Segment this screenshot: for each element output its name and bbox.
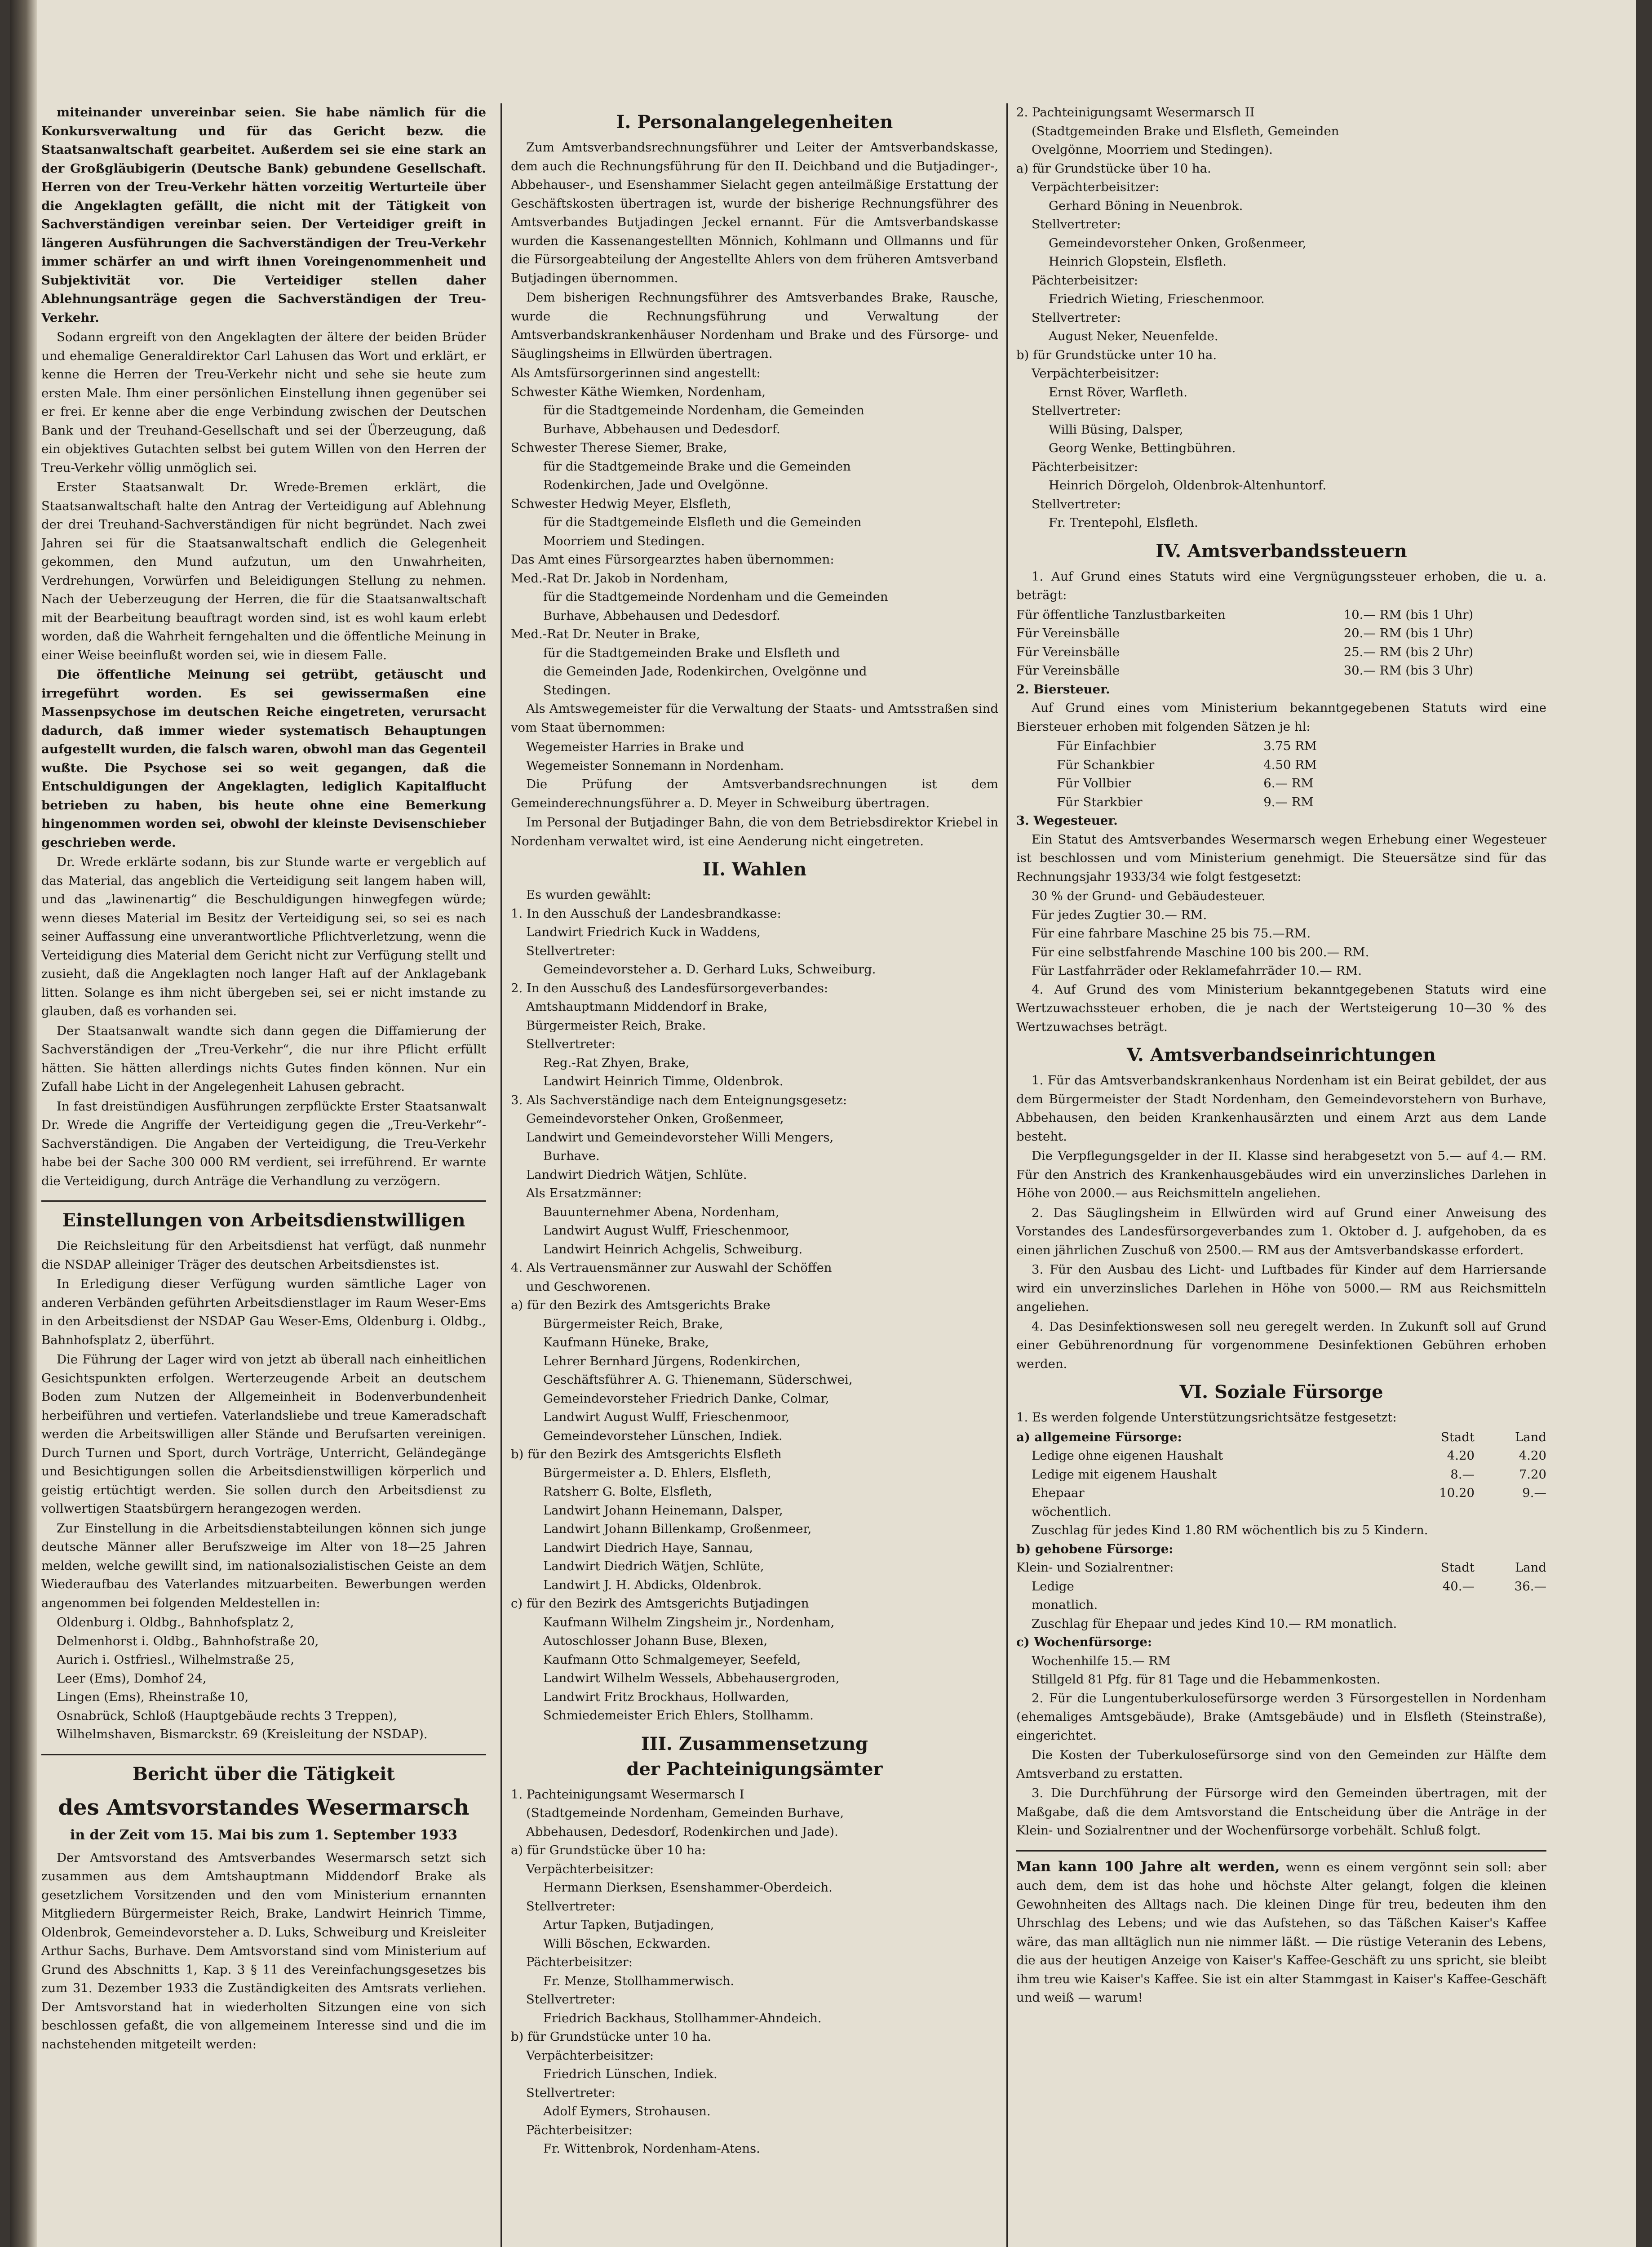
- beer-tax-row-value: 4.50 RM: [1263, 757, 1317, 772]
- rate-row-b-label: Ledige: [1032, 1579, 1074, 1594]
- tax-row-value: 20.— RM (bis 1 Uhr): [1343, 626, 1474, 640]
- list-item: a) für Grundstücke über 10 ha.: [1016, 161, 1211, 176]
- article-paragraph: 3. Die Durchführung der Fürsorge wird den Gemeinden übertragen, mit der Maßgabe, daß die dem Amtsvorstand die Entscheidung über die Anträge in der Klein- und Sozialrentner und der Wochenfürsorge vorbehält. Schluß folgt.: [1016, 1786, 1546, 1838]
- list-item: Zuschlag für Ehepaar und jedes Kind 10.— RM monatlich.: [1032, 1616, 1397, 1631]
- wochenfuersorge-list: [1016, 1652, 1546, 1689]
- list-item: Stillgeld 81 Pfg. für 81 Tage und die Hebammenkosten.: [1032, 1672, 1381, 1687]
- personal-paragraphs: [511, 138, 998, 363]
- list-item: 1. In den Ausschuß der Landesbrandkasse:: [511, 906, 781, 921]
- kaiser-kaffee-notice: [1016, 1858, 1546, 2007]
- list-item: b) für Grundstücke unter 10 ha.: [1016, 347, 1217, 362]
- list-item: Bürgermeister a. D. Ehlers, Elsfleth,: [543, 1465, 771, 1480]
- list-item: Schwester Hedwig Meyer, Elsfleth,: [511, 496, 731, 511]
- tax-row-value: 25.— RM (bis 2 Uhr): [1343, 644, 1474, 659]
- wegesteuer-list: [1016, 887, 1546, 981]
- allgemeine-fuersorge-heading: a) allgemeine Fürsorge:: [1016, 1430, 1182, 1444]
- vergnuegungssteuer-intro: 1. Auf Grund eines Statuts wird eine Vergnügungssteuer erhoben, die u. a. beträgt:: [1016, 569, 1546, 602]
- list-item: Georg Wenke, Bettingbühren.: [1049, 441, 1236, 455]
- wegemeister-paragraph: Als Amtswegemeister für die Verwaltung der Staats- und Amtsstraßen sind vom Staat übernommen:: [511, 702, 998, 735]
- article-paragraph: Im Personal der Butjadinger Bahn, die von dem Betriebsdirektor Kriebel in Nordenham verwaltet wird, ist eine Aenderung nicht eingetreten.: [511, 815, 998, 848]
- article-paragraph: In fast dreistündigen Ausführungen zerpflückte Erster Staatsanwalt Dr. Wrede die Angriffe der Verteidigung gegen die „Treu-Verkehr“-Sachverständigen. Die Angaben der Verteidigung, die Treu-Verkehr habe bei der Sache 300 000 RM verdient, sei irreführend. Er warnte die Verteidigung, durch Anträge die Verhandlung zu verzögern.: [41, 1099, 486, 1188]
- list-item: Wegemeister Harries in Brake und: [526, 740, 744, 754]
- meldestelle-item: Osnabrück, Schloß (Hauptgebäude rechts 3 Treppen),: [57, 1708, 397, 1723]
- list-item: Landwirt Johann Heinemann, Dalsper,: [543, 1503, 783, 1518]
- list-item: Friedrich Lünschen, Indiek.: [543, 2067, 717, 2081]
- article-paragraph: 2. Das Säuglingsheim in Ellwürden wird auf Grund einer Anweisung des Vorstandes des Landesfürsorgeverbandes zum 1. Oktober d. J. aufgehoben, da es einen jährlichen Zuschuß von 2500.— RM aus der Amtsverbandskasse erfordert.: [1016, 1205, 1546, 1257]
- kaiser-kaffee-text: wenn es einem vergönnt sein soll: aber auch dem, dem ist das hohe und höchste Alter gelangt, folgen die kleinen Gewohnheiten des Alltags nach. Die kleinen Dinge für treu, bedeuten ihm den Uhrschlag des Lebens; und wie das Aufstehen, so das Täßchen Kaiser's Kaffee wäre, das man alltäglich nun nie nimmer läßt. — Die rüstige Veteranin des Lebens, die aus der heutigen Anzeige von Kaiser's Kaffee-Geschäft zu uns spricht, sie bleibt ihm treu wie Kaiser's Kaffee. Sie ist ein alter Stammgast in Kaiser's Kaffee-Geschäft und weiß — warum!: [1016, 1860, 1546, 2005]
- rate-row-stadt: 8.—: [1450, 1467, 1475, 1482]
- list-item: Autoschlosser Johann Buse, Blexen,: [543, 1634, 768, 1648]
- tax-row: [1016, 662, 1546, 680]
- article-paragraph: Die Verpflegungsgelder in der II. Klasse sind herabgesetzt von 5.— auf 4.— RM. Für den Anstrich des Krankenhausgebäudes wird ein unverzinsliches Darlehen in Höhe von 2000.— aus Reichsmitteln angeliehen.: [1016, 1149, 1546, 1200]
- article-paragraph: Sodann ergreift von den Angeklagten der ältere der beiden Brüder und ehemalige Generaldirektor Carl Lahusen das Wort und erklärt, er kenne die Herren der Treu-Verkehr nicht und sehe sie heute zum ersten Male. Ihm einer persönlichen Einstellung ihnen gegenüber sei er frei. Er kenne aber die enge Verbindung zwischen der Deutschen Bank und der Treuhand-Gesellschaft und sei der Überzeugung, daß ein objektives Gutachten selbst bei gutem Willen von den Herren der Treu-Verkehr völlig unmöglich sei.: [41, 330, 486, 475]
- wertzuwachssteuer-paragraph: 4. Auf Grund des vom Ministerium bekanntgegebenen Statuts wird eine Wertzuwachssteuer erhoben, die je nach der Wertsteigerung 10—30 % des Wertzuwachses beträgt.: [1016, 982, 1546, 1034]
- rate-row-label: Ledige mit eigenem Haushalt: [1032, 1467, 1217, 1482]
- beer-tax-row-value: 3.75 RM: [1263, 739, 1317, 753]
- wegemeister-list: [511, 738, 998, 775]
- list-item: Stellvertreter:: [1032, 404, 1121, 418]
- trial-report-continuation: [41, 103, 486, 1190]
- list-item: Fr. Trentepohl, Elsfleth.: [1049, 515, 1198, 530]
- list-item: Pächterbeisitzer:: [526, 2123, 633, 2137]
- list-item: August Neker, Neuenfelde.: [1049, 329, 1218, 343]
- list-item: Kaufmann Wilhelm Zingsheim jr., Nordenham,: [543, 1615, 835, 1630]
- beer-tax-row-label: Für Schankbier: [1057, 757, 1155, 772]
- list-item: Landwirt August Wulff, Frieschenmoor,: [543, 1410, 790, 1424]
- list-item: Ovelgönne, Moorriem und Stedingen).: [1032, 142, 1273, 157]
- list-item: Lehrer Bernhard Jürgens, Rodenkirchen,: [543, 1354, 801, 1368]
- list-item: für die Stadtgemeinde Nordenham, die Gemeinden: [543, 403, 864, 417]
- list-item: Landwirt und Gemeindevorsteher Willi Mengers,: [526, 1130, 834, 1145]
- list-item: Med.-Rat Dr. Jakob in Nordenham,: [511, 571, 728, 586]
- article-paragraph: Die Reichsleitung für den Arbeitsdienst hat verfügt, daß nunmehr die NSDAP alleiniger Träger des deutschen Arbeitsdienstes ist.: [41, 1239, 486, 1272]
- list-item: Stellvertreter:: [1032, 217, 1121, 231]
- richtsaetze-intro: 1. Es werden folgende Unterstützungsrichtsätze festgesetzt:: [1016, 1410, 1397, 1425]
- rentner-label: Klein- und Sozialrentner:: [1016, 1560, 1174, 1575]
- wahlen-heading: II. Wahlen: [702, 859, 807, 880]
- page-gutter-edge: [10, 0, 37, 2247]
- wahlen-list: [511, 886, 998, 1725]
- beer-tax-row: [1057, 756, 1375, 775]
- col-stadt-b: Stadt: [1441, 1560, 1475, 1575]
- list-item: Burhave, Abbehausen und Dedesdorf.: [543, 608, 780, 623]
- list-item: Für eine selbstfahrende Maschine 100 bis 200.— RM.: [1032, 945, 1369, 959]
- meldestellen-list: [41, 1613, 486, 1744]
- list-item: Stellvertreter:: [526, 1037, 616, 1051]
- list-item: Verpächterbeisitzer:: [526, 1861, 654, 1876]
- list-item: Adolf Eymers, Strohausen.: [543, 2104, 711, 2118]
- newspaper-page: [10, 0, 1636, 2247]
- list-item: Burhave, Abbehausen und Dedesdorf.: [543, 422, 780, 436]
- list-item: Wochenhilfe 15.— RM: [1032, 1653, 1171, 1668]
- pachtamt-2-list: [1016, 103, 1546, 533]
- pachtamt-1-list: [511, 1785, 998, 2158]
- meldestelle-item: Delmenhorst i. Oldbg., Bahnhofstraße 20,: [57, 1634, 319, 1648]
- vergnuegungssteuer-table: [1016, 606, 1546, 680]
- list-item: Als Amtsfürsorgerinnen sind angestellt:: [511, 366, 761, 380]
- article-paragraph: 1. Für das Amtsverbandskrankenhaus Nordenham ist ein Beirat gebildet, der aus dem Bürgermeister der Stadt Nordenham, den Gemeindevorstehern von Burhave, Abbehausen, den beiden Krankenhausärzten und einem Arzt aus dem Lande besteht.: [1016, 1073, 1546, 1144]
- list-item: Gemeindevorsteher Lünschen, Indiek.: [543, 1428, 783, 1443]
- list-item: Landwirt Fritz Brockhaus, Hollwarden,: [543, 1689, 789, 1704]
- list-item: Reg.-Rat Zhyen, Brake,: [543, 1055, 690, 1070]
- list-item: 2. In den Ausschuß des Landesfürsorgeverbandes:: [511, 981, 828, 995]
- column-left: [41, 103, 486, 2247]
- article-paragraph: Die Kosten der Tuberkulosefürsorge sind von den Gemeinden zur Hälfte dem Amtsverband zu erstatten.: [1016, 1748, 1546, 1781]
- list-item: Landwirt Wilhelm Wessels, Abbehausergroden,: [543, 1671, 840, 1685]
- article-paragraph: Die öffentliche Meinung sei getrübt, getäuscht und irregeführt worden. Es sei gewissermaßen eine Massenpsychose im deutschen Reiche eingetreten, verursacht dadurch, daß immer wieder systematisch Behauptungen aufgestellt wurden, die falsch waren, obwohl man das Gegenteil wußte. Die Psychose sei so weit gegangen, daß die Entschuldigungen der Angeklagten, lediglich Kapitalflucht betrieben zu haben, bis heute ohne eine Bemerkung hingenommen worden sei, obwohl der kleinste Devisenschieber geschrieben werde.: [41, 667, 486, 850]
- article-paragraph: Der Amtsvorstand des Amtsverbandes Wesermarsch setzt sich zusammen aus dem Amtshauptmann Middendorf Brake als gesetzlichem Vorsitzenden und den vom Ministerium ernannten Mitgliedern Bürgermeister Reich, Brake, Landwirt Heinrich Timme, Oldenbrok, Gemeindevorsteher a. D. Luks, Schweiburg und Kreisleiter Arthur Sachs, Burhave. Dem Amtsvorstand sind vom Ministerium auf Grund des Abschnitts 1, Kap. 3 § 11 des Vereinfachungsgesetzes bis zum 31. Dezember 1933 die Zuständigkeiten des Amtsrats verliehen. Der Amtsvorstand hat in wiederholten Sitzungen eine von sich beschlossen gefaßt, die von allgemeinem Interesse sind und die im nachstehenden mitgeteilt werden:: [41, 1850, 486, 2052]
- arbeitsdienst-heading: Einstellungen von Arbeitsdienstwilligen: [62, 1210, 465, 1231]
- list-item: für die Stadtgemeinde Elsfleth und die Gemeinden: [543, 515, 862, 529]
- list-item: und Geschworenen.: [526, 1279, 651, 1294]
- list-item: Friedrich Backhaus, Stollhammer-Ahndeich.: [543, 2011, 822, 2025]
- list-item: Schwester Therese Siemer, Brake,: [511, 440, 727, 455]
- beer-tax-row: [1057, 774, 1375, 793]
- list-item: monatlich.: [1032, 1598, 1098, 1612]
- rate-row-label: Ledige ohne eigenen Haushalt: [1032, 1448, 1223, 1463]
- list-item: Willi Büsing, Dalsper,: [1049, 422, 1183, 437]
- tax-row: [1016, 606, 1546, 625]
- fuersorge-staff-list: [511, 364, 998, 700]
- list-item: Heinrich Glopstein, Elsfleth.: [1049, 254, 1227, 269]
- list-item: Verpächterbeisitzer:: [1032, 366, 1160, 381]
- rate-row-land: 7.20: [1519, 1467, 1546, 1482]
- tax-row-label: Für Vereinsbälle: [1016, 626, 1120, 640]
- article-paragraph: 2. Für die Lungentuberkulosefürsorge werden 3 Fürsorgestellen in Nordenham (ehemaliges Amtsgebäude), Brake (Amtsgebäude) und in Elsfleth (Steinstraße), eingerichtet.: [1016, 1691, 1546, 1743]
- list-item: (Stadtgemeinde Nordenham, Gemeinden Burhave,: [526, 1806, 844, 1820]
- biersteuer-table: [1057, 737, 1375, 812]
- list-item: Für eine fahrbare Maschine 25 bis 75.—RM.: [1032, 926, 1311, 941]
- list-item: Schwester Käthe Wiemken, Nordenham,: [511, 384, 766, 399]
- list-item: Heinrich Dörgeloh, Oldenbrok-Altenhuntorf.: [1049, 478, 1326, 493]
- list-item: b) für Grundstücke unter 10 ha.: [511, 2029, 712, 2044]
- list-item: a) für den Bezirk des Amtsgerichts Brake: [511, 1298, 771, 1312]
- wegesteuer-block: [1016, 812, 1546, 830]
- fuersorge-heading: VI. Soziale Fürsorge: [1179, 1381, 1383, 1403]
- bericht-heading-1: Bericht über die Tätigkeit: [133, 1763, 395, 1785]
- list-item: Stellvertreter:: [526, 1899, 616, 1914]
- list-item: Fr. Wittenbrok, Nordenham-Atens.: [543, 2141, 760, 2156]
- article-paragraph: Dem bisherigen Rechnungsführer des Amtsverbandes Brake, Rausche, wurde die Rechnungsführung und Verwaltung der Amtsverbandskrankenhäuser Nordenham und Brake und des Fürsorge- und Säuglingsheims in Ellwürden übertragen.: [511, 290, 998, 361]
- list-item: 1. Pachteinigungsamt Wesermarsch I: [511, 1787, 744, 1802]
- list-item: Landwirt Diedrich Haye, Sannau,: [543, 1540, 753, 1555]
- list-item: Kaufmann Hüneke, Brake,: [543, 1335, 709, 1350]
- wegesteuer-heading: 3. Wegesteuer.: [1016, 813, 1118, 828]
- list-item: Wegemeister Sonnemann in Nordenham.: [526, 758, 784, 773]
- list-item: Pächterbeisitzer:: [526, 1955, 633, 1969]
- list-item: Rodenkirchen, Jade und Ovelgönne.: [543, 478, 769, 492]
- list-item: Hermann Dierksen, Esenshammer-Oberdeich.: [543, 1880, 833, 1895]
- personal-heading: I. Personalangelegenheiten: [616, 111, 893, 133]
- einrichtungen-heading: V. Amtsverbandseinrichtungen: [1126, 1044, 1436, 1066]
- list-item: für die Stadtgemeinde Nordenham und die Gemeinden: [543, 590, 888, 604]
- list-item: Pächterbeisitzer:: [1032, 459, 1138, 474]
- beer-tax-row-label: Für Starkbier: [1057, 795, 1143, 809]
- list-item: Landwirt August Wulff, Frieschenmoor,: [543, 1223, 790, 1238]
- beer-tax-row: [1057, 793, 1375, 812]
- bericht-subheading: in der Zeit vom 15. Mai bis zum 1. September 1933: [70, 1827, 458, 1843]
- allgemeine-fuersorge-tail: [1016, 1503, 1546, 1540]
- beer-tax-row: [1057, 737, 1375, 756]
- list-item: Gemeindevorsteher a. D. Gerhard Luks, Schweiburg.: [543, 962, 876, 977]
- list-item: Fr. Menze, Stollhammerwisch.: [543, 1973, 735, 1988]
- list-item: 4. Als Vertrauensmänner zur Auswahl der Schöffen: [511, 1261, 832, 1275]
- article-paragraph: Die Führung der Lager wird von jetzt ab überall nach einheitlichen Gesichtspunkten erfolgen. Werterzeugende Arbeit an deutschem Boden zum Nutzen der Allgemeinheit in Bodenverbundenheit herbeiführen und vertiefen. Vaterlandsliebe und treue Kameradschaft werden die Arbeitswilligen aller Stände und Berufsarten vereinigen. Durch Turnen und Sport, durch Vorträge, Unterricht, Geländegänge und Besichtigungen sollen die Arbeitsdienstwilligen körperlich und geistig ertüchtigt werden. Sie sollen durch den Arbeitsdienst zu vollwertigen Staatsbürgern herangezogen werden.: [41, 1352, 486, 1516]
- list-item: Gemeindevorsteher Onken, Großenmeer,: [1049, 235, 1307, 250]
- list-item: Burhave.: [543, 1149, 600, 1163]
- list-item: für die Stadtgemeinde Brake und die Gemeinden: [543, 459, 851, 474]
- wegesteuer-paragraph: Ein Statut des Amtsverbandes Wesermarsch wegen Erhebung einer Wegesteuer ist beschlossen und vom Ministerium genehmigt. Die Steuersätze sind für das Rechnungsjahr 1933/34 wie folgt festgesetzt:: [1016, 832, 1546, 884]
- einrichtungen-paragraphs: [1016, 1071, 1546, 1373]
- list-item: Friedrich Wieting, Frieschenmoor.: [1049, 292, 1265, 306]
- list-item: Für jedes Zugtier 30.— RM.: [1032, 907, 1207, 922]
- tax-row-value: 30.— RM (bis 3 Uhr): [1343, 663, 1474, 678]
- list-item: Geschäftsführer A. G. Thienemann, Süderschwei,: [543, 1372, 853, 1387]
- tax-row-label: Für Vereinsbälle: [1016, 663, 1120, 678]
- list-item: Willi Böschen, Eckwarden.: [543, 1936, 711, 1951]
- pacht-heading-2: der Pachteinigungsämter: [626, 1758, 883, 1780]
- list-item: Landwirt Heinrich Timme, Oldenbrok.: [543, 1074, 784, 1088]
- column-middle: [511, 103, 998, 2247]
- meldestelle-item: Aurich i. Ostfriesl., Wilhelmstraße 25,: [57, 1652, 294, 1667]
- article-paragraph: Erster Staatsanwalt Dr. Wrede-Bremen erklärt, die Staatsanwaltschaft halte den Antrag der Verteidigung auf Ablehnung der drei Treuhand-Sachverständigen für nicht begründet. Nach zwei Jahren sei für die Staatsanwaltschaft endlich die Gelegenheit gekommen, den Mund aufzutun, um den Unwahrheiten, Verdrehungen, Vorwürfen und Beleidigungen Stellung zu nehmen. Nach der Ueberzeugung der Herren, die für die Staatsanwaltschaft mit der Bearbeitung beauftragt worden sind, ist es wohl kaum erlebt worden, daß die Wahrheit ferngehalten und die öffentliche Meinung in einer Weise beeinflußt worden sei, wie in diesem Falle.: [41, 480, 486, 662]
- meldestelle-item: Oldenburg i. Oldbg., Bahnhofsplatz 2,: [57, 1615, 294, 1630]
- article-paragraph: Die Prüfung der Amtsverbandsrechnungen ist dem Gemeinderechnungsführer a. D. Meyer in Schweiburg übertragen.: [511, 777, 998, 810]
- list-item: Schmiedemeister Erich Ehlers, Stollhamm.: [543, 1708, 814, 1723]
- rate-row: [1016, 1447, 1546, 1465]
- rate-row-label: Ehepaar: [1032, 1486, 1085, 1500]
- wochenfuersorge-block: [1016, 1633, 1546, 1652]
- list-item: Das Amt eines Fürsorgearztes haben übernommen:: [511, 552, 834, 567]
- list-item: Gemeindevorsteher Onken, Großenmeer,: [526, 1111, 784, 1126]
- rate-row-b: [1016, 1577, 1546, 1596]
- steuern-heading: IV. Amtsverbandssteuern: [1156, 540, 1407, 562]
- beer-tax-row-value: 6.— RM: [1263, 776, 1314, 790]
- list-item: Abbehausen, Dedesdorf, Rodenkirchen und Jade).: [526, 1824, 838, 1839]
- list-item: Stellvertreter:: [526, 943, 616, 958]
- list-item: die Gemeinden Jade, Rodenkirchen, Ovelgönne und: [543, 664, 867, 679]
- article-paragraph: Zur Einstellung in die Arbeitsdienstabteilungen können sich junge deutsche Männer aller Berufszweige im Alter von 18—25 Jahren melden, welche gewillt sind, im nationalsozialistischen Geiste an dem Wiederaufbau des Vaterlandes mitzuarbeiten. Bewerbungen werden angenommen bei folgenden Meldestellen in:: [41, 1521, 486, 1610]
- biersteuer-block: [1016, 680, 1546, 699]
- list-item: Als Ersatzmänner:: [526, 1186, 642, 1200]
- tax-row-value: 10.— RM (bis 1 Uhr): [1343, 607, 1474, 622]
- rate-row-land: 4.20: [1519, 1448, 1546, 1463]
- list-item: Landwirt J. H. Abdicks, Oldenbrok.: [543, 1577, 762, 1592]
- meldestelle-item: Wilhelmshaven, Bismarckstr. 69 (Kreisleitung der NSDAP).: [57, 1727, 428, 1741]
- list-item: Ratsherr G. Bolte, Elsfleth,: [543, 1484, 712, 1499]
- beer-tax-row-value: 9.— RM: [1263, 795, 1314, 809]
- biersteuer-heading: 2. Biersteuer.: [1016, 682, 1110, 697]
- list-item: Stellvertreter:: [526, 1992, 616, 2007]
- list-item: für die Stadtgemeinden Brake und Elsfleth und: [543, 645, 840, 660]
- list-item: Landwirt Diedrich Wätjen, Schlüte,: [543, 1559, 764, 1573]
- list-item: Pächterbeisitzer:: [1032, 273, 1138, 288]
- tax-row: [1016, 643, 1546, 662]
- section-divider: [41, 1754, 486, 1755]
- meldestelle-item: Leer (Ems), Domhof 24,: [57, 1671, 207, 1686]
- column-right: [1016, 103, 1546, 2247]
- list-item: Bürgermeister Reich, Brake.: [526, 1018, 706, 1033]
- pacht-heading-1: III. Zusammensetzung: [641, 1733, 868, 1754]
- list-item: c) für den Bezirk des Amtsgerichts Butjadingen: [511, 1596, 809, 1611]
- biersteuer-paragraph: Auf Grund eines vom Ministerium bekanntgegebenen Statuts wird eine Biersteuer erhoben mit folgenden Sätzen je hl:: [1016, 701, 1546, 734]
- list-item: Ernst Röver, Warfleth.: [1049, 385, 1188, 400]
- bericht-article: [41, 1849, 486, 2054]
- column-rule-2: [1006, 103, 1008, 2247]
- list-item: Verpächterbeisitzer:: [1032, 180, 1160, 194]
- list-item: 3. Als Sachverständige nach dem Enteignungsgesetz:: [511, 1092, 847, 1107]
- rate-row-b-land: 36.—: [1514, 1579, 1546, 1594]
- kaiser-kaffee-headline: Man kann 100 Jahre alt werden,: [1016, 1858, 1280, 1875]
- tax-row: [1016, 624, 1546, 643]
- list-item: b) für den Bezirk des Amtsgerichts Elsfleth: [511, 1447, 782, 1461]
- rate-row-stadt: 10.20: [1439, 1486, 1475, 1500]
- rate-row-stadt: 4.20: [1447, 1448, 1475, 1463]
- gehobene-fuersorge-tail: [1016, 1596, 1546, 1633]
- section-divider: [41, 1200, 486, 1202]
- wochenfuersorge-heading: c) Wochenfürsorge:: [1016, 1635, 1152, 1649]
- list-item: 30 % der Grund- und Gebäudesteuer.: [1032, 889, 1266, 903]
- list-item: a) für Grundstücke über 10 ha:: [511, 1843, 706, 1857]
- rate-row: [1016, 1484, 1546, 1503]
- tax-row-label: Für Vereinsbälle: [1016, 644, 1120, 659]
- list-item: Landwirt Friedrich Kuck in Waddens,: [526, 925, 761, 939]
- rate-row-land: 9.—: [1522, 1486, 1546, 1500]
- col-stadt: Stadt: [1441, 1430, 1475, 1444]
- gehobene-fuersorge-block: [1016, 1540, 1546, 1559]
- list-item: 2. Pachteinigungsamt Wesermarsch II: [1016, 105, 1255, 120]
- list-item: Es wurden gewählt:: [526, 888, 651, 902]
- column-rule-1: [500, 103, 502, 2247]
- col-land-b: Land: [1515, 1560, 1546, 1575]
- gehobene-fuersorge-table: [1016, 1559, 1546, 1596]
- list-item: Bauunternehmer Abena, Nordenham,: [543, 1204, 779, 1219]
- article-paragraph: Zum Amtsverbandsrechnungsführer und Leiter der Amtsverbandskasse, dem auch die Rechnungsführung für den II. Deichband und die Butjadinger-, Abbehauser-, und Esenshammer Sielacht gegen anteilmäßige Erstattung der Geschäftskosten übertragen ist, wurde der bisherige Rechnungsführer des Amtsverbandes Butjadingen Jeckel ernannt. Für die Amtsverbandskasse wurden die Kassenangestellten Mönnich, Kohlmann und Ollmanns und für die Fürsorgeabteilung der Angestellte Ahlers von dem früheren Amtsverband Butjadingen übernommen.: [511, 140, 998, 285]
- tax-row-label: Für öffentliche Tanzlustbarkeiten: [1016, 607, 1226, 622]
- article-paragraph: Der Staatsanwalt wandte sich dann gegen die Diffamierung der Sachverständigen der „Treu-Verkehr“, die nur ihre Pflicht erfüllt hätten. Sie hätten allerdings nichts Gutes finden können. Nur ein Zufall habe Licht in der Angelegenheit Lahusen gebracht.: [41, 1023, 486, 1094]
- list-item: Landwirt Johann Billenkamp, Großenmeer,: [543, 1522, 812, 1536]
- list-item: Zuschlag für jedes Kind 1.80 RM wöchentlich bis zu 5 Kindern.: [1032, 1523, 1428, 1537]
- list-item: Stellvertreter:: [526, 2085, 616, 2100]
- article-paragraph: miteinander unvereinbar seien. Sie habe nämlich für die Konkursverwaltung und für das Gericht bezw. die Staatsanwaltschaft gearbeitet. Außerdem sei sie eine stark an der Großgläubigerin (Deutsche Bank) gebundene Gesellschaft. Herren von der Treu-Verkehr hätten vorzeitig Werturteile über die Angeklagten gefällt, die nicht mit der Tätigkeit von Sachverständigen vereinbar seien. Der Verteidiger greift in längeren Ausführungen die Sachverständigen der Treu-Verkehr immer schärfer an und wirft ihnen Voreingenommenheit und Subjektivität vor. Die Verteidiger stellen daher Ablehnungsanträge gegen die Sachverständigen der Treu-Verkehr.: [41, 105, 486, 325]
- beer-tax-row-label: Für Vollbier: [1057, 776, 1131, 790]
- list-item: Kaufmann Otto Schmalgemeyer, Seefeld,: [543, 1652, 801, 1667]
- article-paragraph: Dr. Wrede erklärte sodann, bis zur Stunde warte er vergeblich auf das Material, das angeblich die Verteidigung seit langem haben will, und das „lawinenartig“ die Beschuldigungen hinwegfegen würde; wenn dieses Material im Besitz der Verteidigung sei, so sei es nach seiner Auffassung eine unverantwortliche Pflichtverletzung, wenn die Verteidigung dies Material dem Gericht nicht zur Verfügung stellt und zusieht, daß die Angeklagten noch langer Haft auf der Anklagebank litten. Solange es ihm nicht übergeben sei, sei er nicht imstande zu glauben, daß es vorhanden sei.: [41, 855, 486, 1018]
- list-item: Verpächterbeisitzer:: [526, 2048, 654, 2063]
- gehobene-fuersorge-heading: b) gehobene Fürsorge:: [1016, 1541, 1174, 1556]
- list-item: Gerhard Böning in Neuenbrok.: [1049, 198, 1243, 213]
- col-land: Land: [1515, 1430, 1546, 1444]
- list-item: Med.-Rat Dr. Neuter in Brake,: [511, 627, 700, 641]
- article-paragraph: 3. Für den Ausbau des Licht- und Luftbades für Kinder auf dem Harriersande wird ein unverzinsliches Darlehen in Höhe von 5000.— RM aus Reichsmitteln angeliehen.: [1016, 1262, 1546, 1314]
- rate-row: [1016, 1465, 1546, 1484]
- fuersorge-paragraphs: [1016, 1689, 1546, 1840]
- list-item: Bürgermeister Reich, Brake,: [543, 1316, 723, 1331]
- beer-tax-row-label: Für Einfachbier: [1057, 739, 1156, 753]
- personal-paragraphs-2: [511, 775, 998, 851]
- list-item: Amtshauptmann Middendorf in Brake,: [526, 999, 768, 1014]
- arbeitsdienst-article: [41, 1237, 486, 1612]
- list-item: Stellvertreter:: [1032, 497, 1121, 511]
- list-item: (Stadtgemeinden Brake und Elsfleth, Gemeinden: [1032, 124, 1339, 138]
- list-item: Landwirt Diedrich Wätjen, Schlüte.: [526, 1167, 747, 1182]
- list-item: Artur Tapken, Butjadingen,: [543, 1918, 714, 1932]
- list-item: wöchentlich.: [1032, 1504, 1112, 1519]
- rate-row-b-stadt: 40.—: [1442, 1579, 1475, 1594]
- article-paragraph: In Erledigung dieser Verfügung wurden sämtliche Lager von anderen Verbänden geführten Arbeitsdienstlager im Raum Weser-Ems in den Arbeitsdienst der NSDAP Gau Weser-Ems, Oldenburg i. Oldbg., Bahnhofsplatz 2, überführt.: [41, 1277, 486, 1347]
- section-divider: [1016, 1850, 1546, 1852]
- list-item: Stedingen.: [543, 683, 611, 697]
- article-paragraph: 4. Das Desinfektionswesen soll neu geregelt werden. In Zukunft soll auf Grund einer Gebührenordnung für vorgenommene Desinfektionen Gebühren erhoben werden.: [1016, 1319, 1546, 1371]
- list-item: Stellvertreter:: [1032, 310, 1121, 325]
- list-item: Für Lastfahrräder oder Reklamefahrräder 10.— RM.: [1032, 964, 1362, 978]
- list-item: Gemeindevorsteher Friedrich Danke, Colmar,: [543, 1391, 829, 1406]
- bericht-heading-2: des Amtsvorstandes Wesermarsch: [58, 1794, 469, 1820]
- list-item: Landwirt Heinrich Achgelis, Schweiburg.: [543, 1242, 803, 1257]
- allgemeine-fuersorge-table: [1016, 1428, 1546, 1503]
- meldestelle-item: Lingen (Ems), Rheinstraße 10,: [57, 1690, 249, 1704]
- list-item: Moorriem und Stedingen.: [543, 533, 705, 548]
